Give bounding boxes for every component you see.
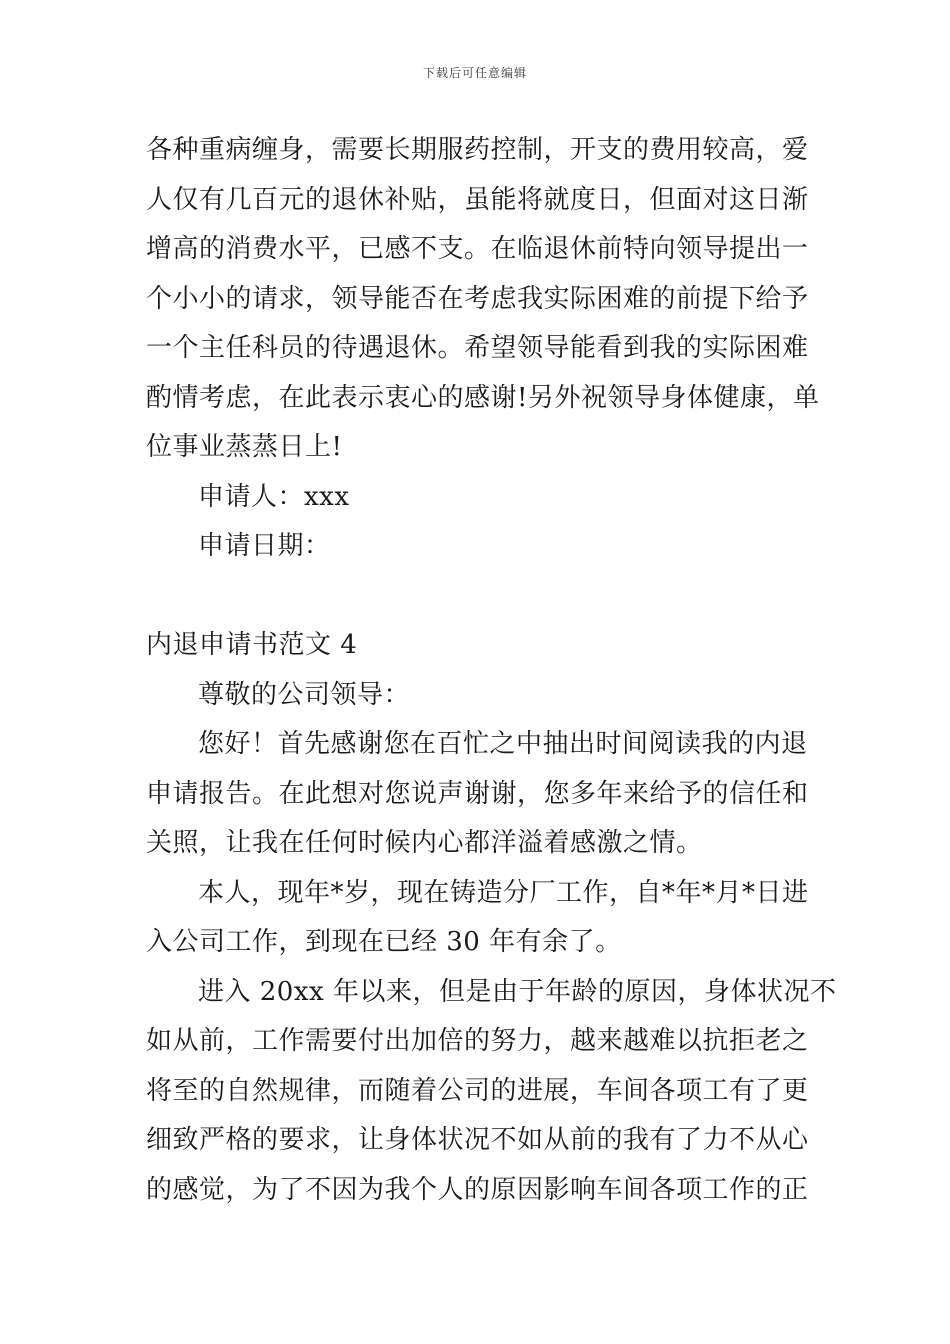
text-line: 本人，现年*岁，现在铸造分厂工作，自*年*月*日进 bbox=[198, 877, 809, 908]
applicant-signature: 申请人：xxx bbox=[198, 481, 350, 512]
text-line: 个小小的请求，领导能否在考虑我实际困难的前提下给予 bbox=[146, 283, 809, 314]
text-line: 将至的自然规律，而随着公司的进展，车间各项工有了更 bbox=[146, 1075, 809, 1106]
document-body bbox=[146, 126, 837, 1215]
text-line: 关照，让我在任何时候内心都洋溢着感激之情。 bbox=[146, 828, 703, 858]
text-line: 一个主任科员的待遇退休。希望领导能看到我的实际困难 bbox=[146, 333, 809, 363]
text-line: 的感觉，为了不因为我个人的原因影响车间各项工作的正 bbox=[146, 1174, 809, 1205]
text-line: 您好！首先感谢您在百忙之中抽出时间阅读我的内退 bbox=[198, 729, 808, 759]
text-line: 酌情考虑，在此表示衷心的感谢!另外祝领导身体健康，单 bbox=[146, 382, 820, 413]
text-line: 细致严格的要求，让身体状况不如从前的我有了力不从心 bbox=[146, 1125, 809, 1155]
text-line: 申请报告。在此想对您说声谢谢，您多年来给予的信任和 bbox=[146, 778, 809, 809]
section-title: 内退申请书范文 4 bbox=[146, 630, 358, 660]
greeting: 尊敬的公司领导： bbox=[198, 679, 411, 710]
text-line: 增高的消费水平，已感不支。在临退休前特向领导提出一 bbox=[146, 234, 809, 264]
paragraph-background bbox=[146, 869, 809, 968]
text-line: 进入 20xx 年以来，但是由于年龄的原因，身体状况不 bbox=[198, 976, 837, 1007]
text-line: 位事业蒸蒸日上! bbox=[146, 432, 343, 462]
text-line: 各种重病缠身，需要长期服药控制，开支的费用较高，爱 bbox=[146, 135, 809, 165]
paragraph-closing-request bbox=[146, 126, 820, 473]
paragraph-reason bbox=[146, 968, 837, 1216]
page-header: 下载后可任意编辑 bbox=[422, 66, 527, 80]
application-date: 申请日期： bbox=[198, 531, 331, 561]
text-line: 如从前，工作需要付出加倍的努力，越来越难以抗拒老之 bbox=[146, 1026, 809, 1056]
text-line: 人仅有几百元的退休补贴，虽能将就度日，但面对这日渐 bbox=[146, 184, 809, 215]
section-spacer bbox=[146, 572, 806, 622]
paragraph-thanks bbox=[146, 720, 809, 869]
text-line: 入公司工作，到现在已经 30 年有余了。 bbox=[146, 927, 622, 957]
